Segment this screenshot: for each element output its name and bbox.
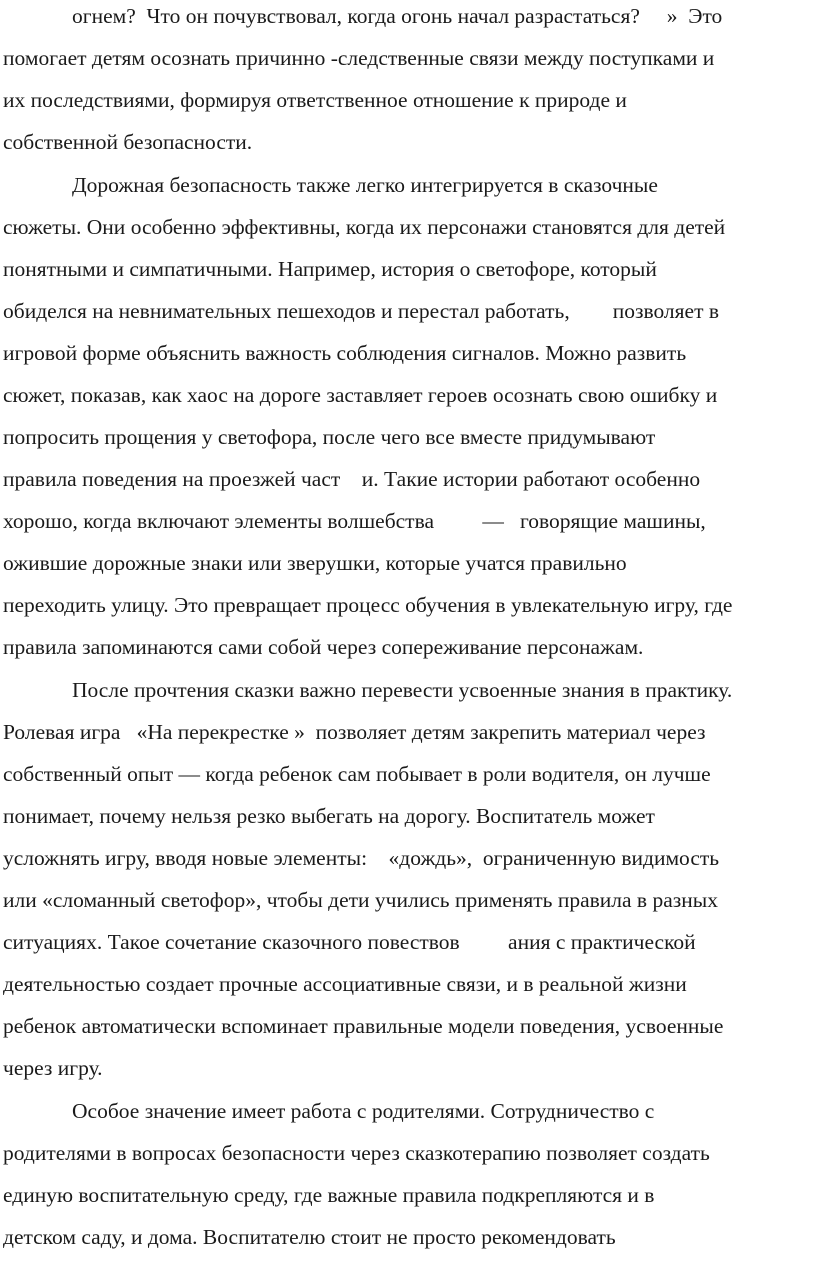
text-line: правила запоминаются сами собой через сопереживание персонажам.	[3, 635, 644, 659]
text-line: или «сломанный светофор», чтобы дети учились применять правила в разных	[3, 888, 718, 912]
text-line: понятными и симпатичными. Например, история о светофоре, который	[3, 257, 657, 281]
text-line: попросить прощения у светофора, после чего все вместе придумывают	[3, 425, 656, 449]
text-line: понимает, почему нельзя резко выбегать на дорогу. Воспитатель может	[3, 804, 655, 828]
text-line: сюжет, показав, как хаос на дороге заставляет героев осознать свою ошибку и	[3, 383, 718, 407]
text-line: игровой форме объяснить важность соблюдения сигналов. Можно развить	[3, 341, 687, 365]
text-line: их последствиями, формируя ответственное отношение к природе и	[3, 88, 627, 112]
paragraph-first-line: Дорожная безопасность также легко интегрируется в сказочные	[72, 173, 658, 197]
text-line: Ролевая игра «На перекрестке » позволяет детям закрепить материал через	[3, 720, 706, 744]
text-line: детском саду, и дома. Воспитателю стоит не просто рекомендовать	[3, 1225, 616, 1249]
text-line: помогает детям осознать причинно -следственные связи между поступками и	[3, 46, 715, 70]
text-line: усложнять игру, вводя новые элементы: «дождь», ограниченную видимость	[3, 846, 720, 870]
text-line: обиделся на невнимательных пешеходов и перестал работать, позволяет в	[3, 299, 719, 323]
paragraph-first-line: После прочтения сказки важно перевести усвоенные знания в практику.	[72, 678, 733, 702]
text-line: родителями в вопросах безопасности через сказкотерапию позволяет создать	[3, 1141, 710, 1165]
text-line: хорошо, когда включают элементы волшебства — говорящие машины,	[3, 509, 706, 533]
text-line: переходить улицу. Это превращает процесс обучения в увлекательную игру, где	[3, 593, 733, 617]
text-line: единую воспитательную среду, где важные правила подкрепляются и в	[3, 1183, 655, 1207]
text-line: через игру.	[3, 1056, 103, 1080]
text-line: ребенок автоматически вспоминает правильные модели поведения, усвоенные	[3, 1014, 724, 1038]
text-line: ожившие дорожные знаки или зверушки, которые учатся правильно	[3, 551, 627, 575]
text-line: сюжеты. Они особенно эффективны, когда их персонажи становятся для детей	[3, 215, 726, 239]
text-line: правила поведения на проезжей част и. Такие истории работают особенно	[3, 467, 701, 491]
paragraph-first-line: Особое значение имеет работа с родителями. Сотрудничество с	[72, 1099, 655, 1123]
text-line: собственный опыт — когда ребенок сам побывает в роли водителя, он лучше	[3, 762, 711, 786]
text-line: собственной безопасности.	[3, 130, 253, 154]
text-line: ситуациях. Такое сочетание сказочного повествов ания с практической	[3, 930, 696, 954]
text-line: деятельностью создает прочные ассоциативные связи, и в реальной жизни	[3, 972, 687, 996]
text-line: огнем? Что он почувствовал, когда огонь начал разрастаться? » Это	[72, 4, 723, 28]
